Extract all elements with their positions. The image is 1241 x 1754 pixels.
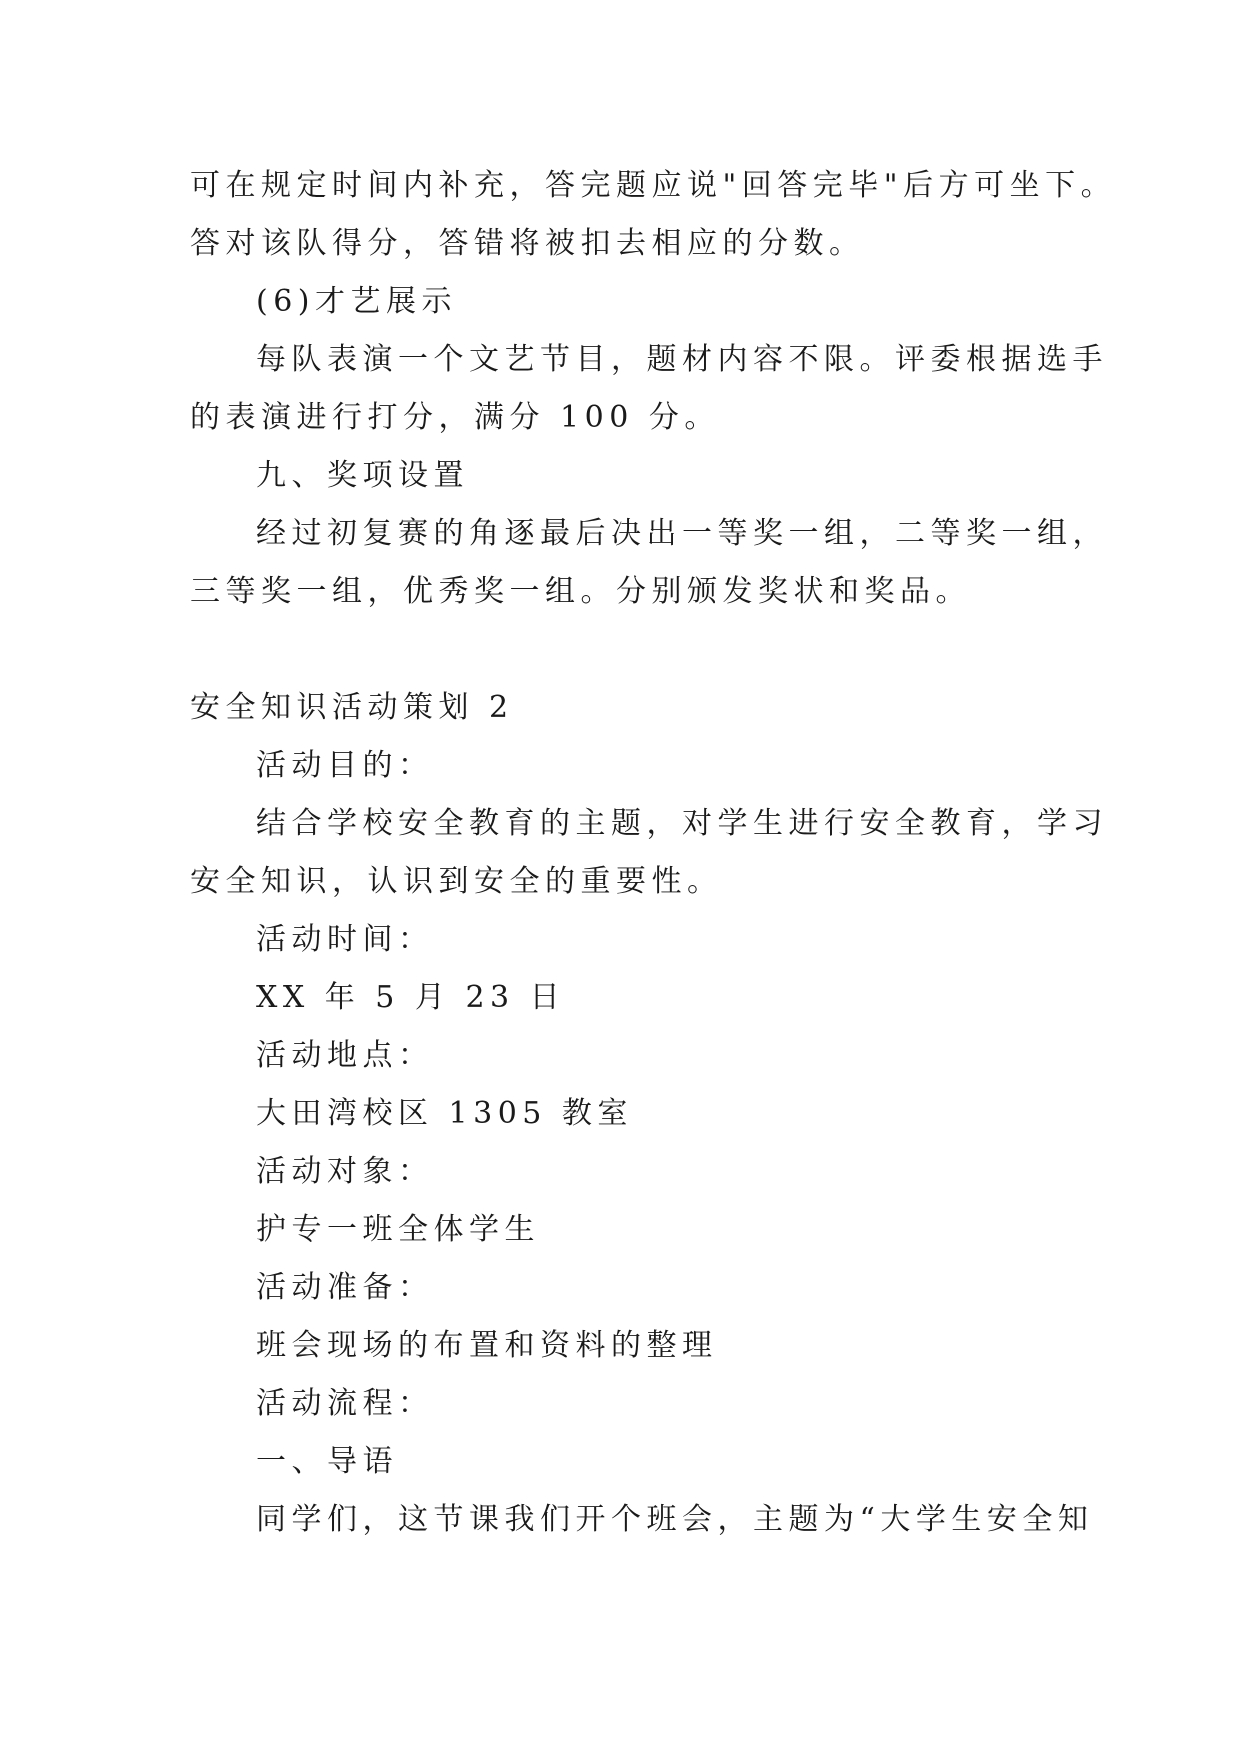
section-heading: 活动时间： (256, 922, 434, 957)
text-line: 结合学校安全教育的主题，对学生进行安全教育，学习 (256, 806, 1108, 841)
document-title: 安全知识活动策划 2 (190, 690, 514, 725)
text-line: XX 年 5 月 23 日 (256, 980, 566, 1015)
section-heading: 九、奖项设置 (256, 458, 469, 493)
text-line: 可在规定时间内补充，答完题应说"回答完毕"后方可坐下。 (190, 168, 1117, 203)
section-heading: (6)才艺展示 (256, 284, 457, 319)
text-line: 的表演进行打分，满分 100 分。 (190, 400, 720, 435)
text-line: 每队表演一个文艺节目，题材内容不限。评委根据选手 (256, 342, 1108, 377)
text-line: 班会现场的布置和资料的整理 (256, 1328, 718, 1363)
text-line: 安全知识，认识到安全的重要性。 (190, 864, 723, 899)
section-heading: 活动对象： (256, 1154, 434, 1189)
text-line: 大田湾校区 1305 教室 (256, 1096, 633, 1131)
text-line: 同学们，这节课我们开个班会，主题为“大学生安全知 (256, 1502, 1094, 1537)
text-line: 经过初复赛的角逐最后决出一等奖一组，二等奖一组， (256, 516, 1108, 551)
section-heading: 活动流程： (256, 1386, 434, 1421)
section-heading: 一、导语 (256, 1444, 398, 1479)
text-line: 护专一班全体学生 (256, 1212, 540, 1247)
text-line: 三等奖一组，优秀奖一组。分别颁发奖状和奖品。 (190, 574, 971, 609)
section-heading: 活动地点： (256, 1038, 434, 1073)
section-heading: 活动准备： (256, 1270, 434, 1305)
section-heading: 活动目的： (256, 748, 434, 783)
text-line: 答对该队得分，答错将被扣去相应的分数。 (190, 226, 865, 261)
